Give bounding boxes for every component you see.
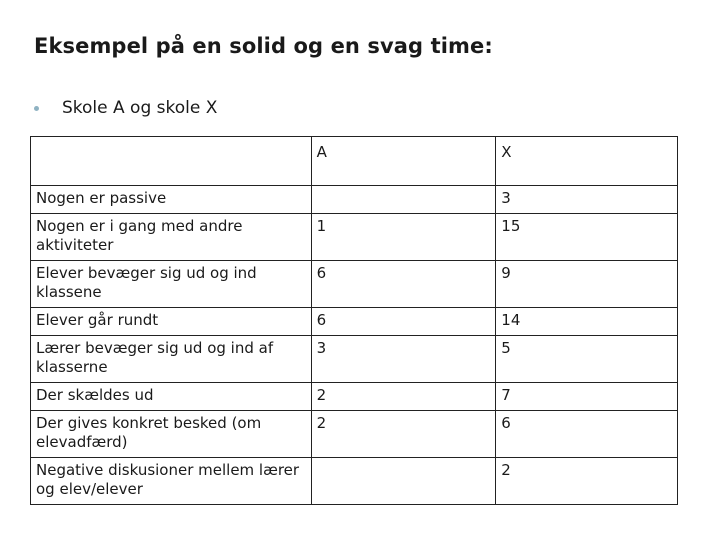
table-header-row [31, 137, 678, 186]
bullet-item [30, 98, 217, 118]
row-value-a: 6 [311, 261, 496, 308]
table-row [31, 458, 678, 505]
table-row [31, 336, 678, 383]
table-row [31, 214, 678, 261]
row-label: Der skældes ud [31, 383, 312, 411]
row-label: Elever går rundt [31, 308, 312, 336]
table-row [31, 383, 678, 411]
row-value-x: 3 [496, 186, 678, 214]
comparison-table [30, 136, 678, 505]
table-row [31, 186, 678, 214]
table-row [31, 261, 678, 308]
bullet-dot-icon [34, 106, 39, 111]
row-label: Elever bevæger sig ud og ind klassene [31, 261, 312, 308]
table-row [31, 308, 678, 336]
row-label: Nogen er passive [31, 186, 312, 214]
row-value-x: 7 [496, 383, 678, 411]
row-value-a: 2 [311, 411, 496, 458]
table-row [31, 411, 678, 458]
row-value-x: 14 [496, 308, 678, 336]
row-value-a [311, 186, 496, 214]
row-value-x: 2 [496, 458, 678, 505]
row-value-x: 9 [496, 261, 678, 308]
header-cell-x: X [496, 137, 678, 186]
row-label: Lærer bevæger sig ud og ind af klasserne [31, 336, 312, 383]
row-value-x: 15 [496, 214, 678, 261]
bullet-text: Skole A og skole X [62, 98, 218, 118]
slide-title: Eksempel på en solid og en svag time: [34, 34, 493, 58]
row-label: Der gives konkret besked (om elevadfærd) [31, 411, 312, 458]
row-label: Nogen er i gang med andre aktiviteter [31, 214, 312, 261]
row-value-a: 1 [311, 214, 496, 261]
header-cell-label [31, 137, 312, 186]
row-value-a [311, 458, 496, 505]
row-value-a: 3 [311, 336, 496, 383]
row-value-a: 2 [311, 383, 496, 411]
header-cell-a: A [311, 137, 496, 186]
row-value-x: 6 [496, 411, 678, 458]
row-value-x: 5 [496, 336, 678, 383]
row-label: Negative diskusioner mellem lærer og elev/elever [31, 458, 312, 505]
row-value-a: 6 [311, 308, 496, 336]
